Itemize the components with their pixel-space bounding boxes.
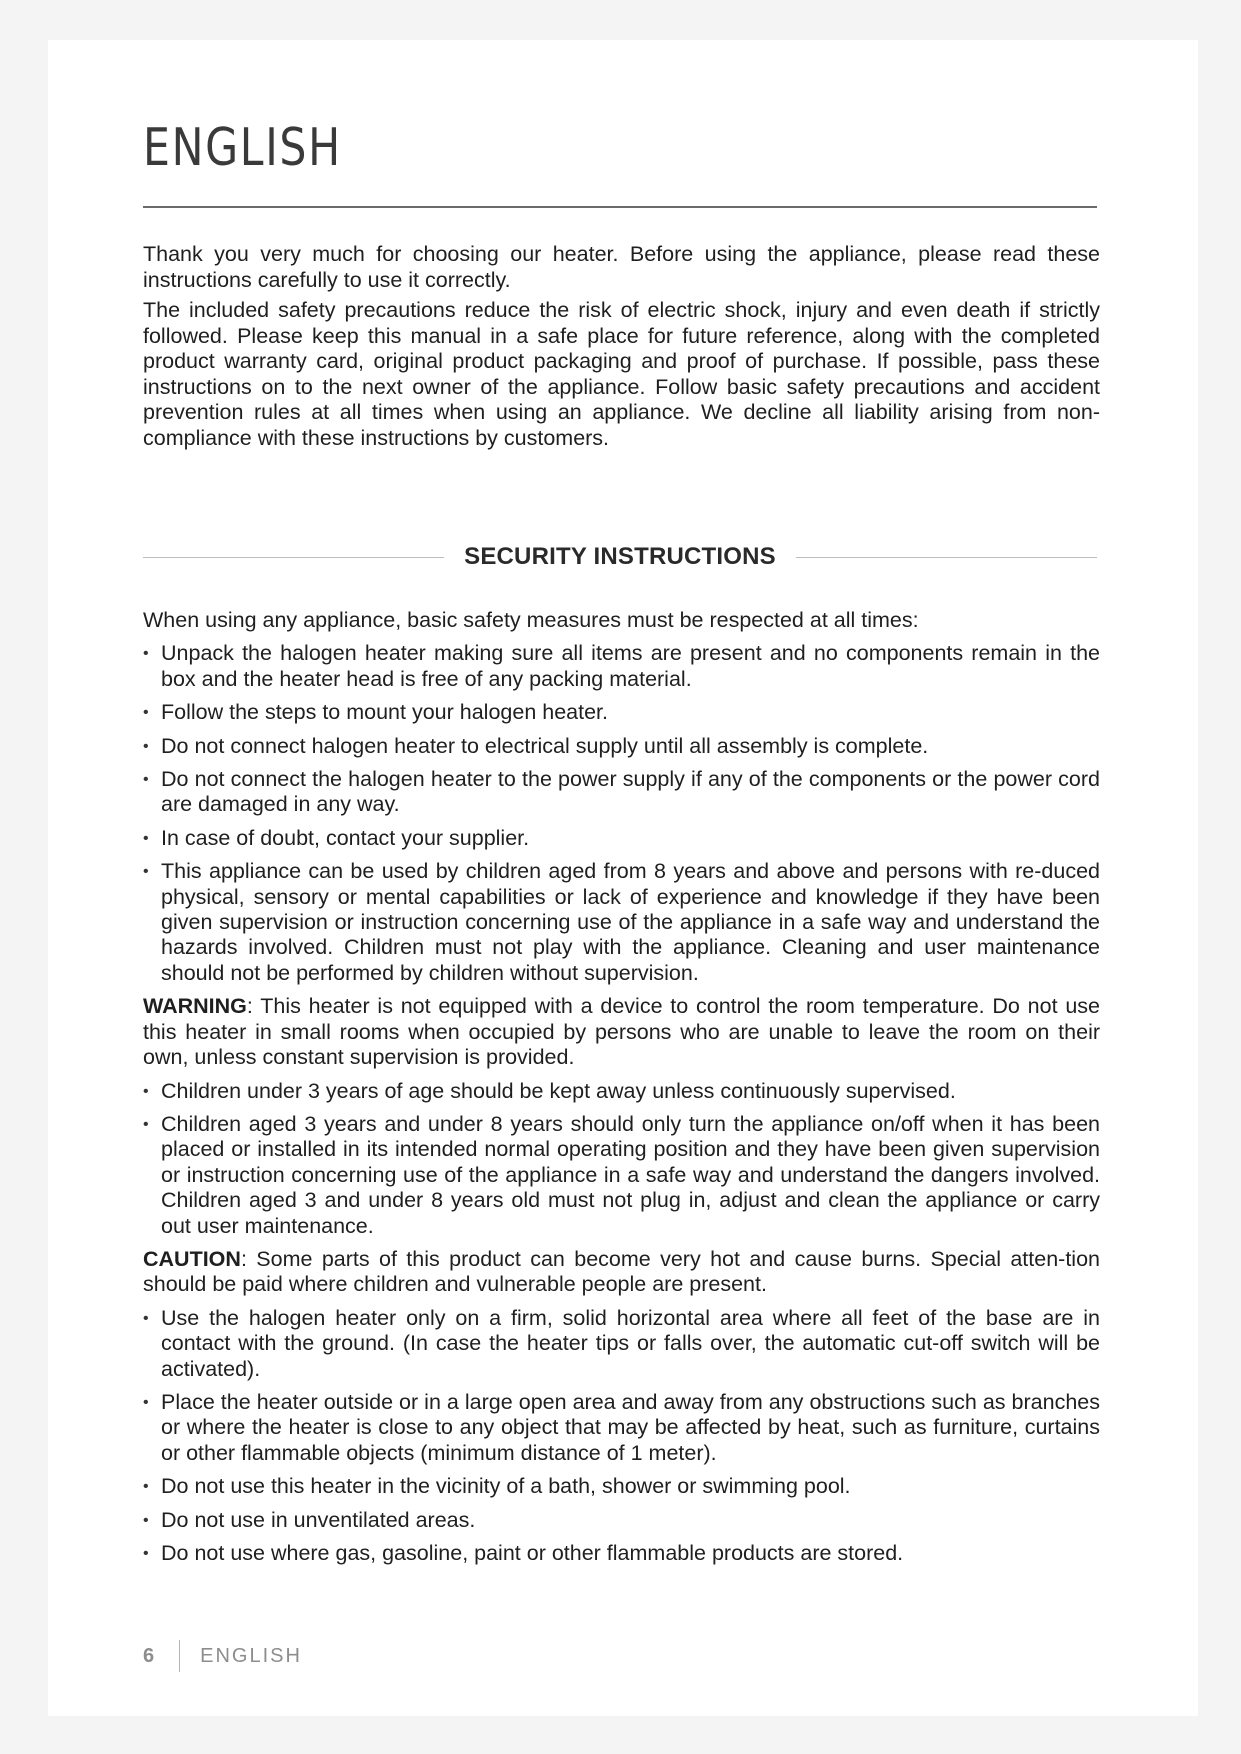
heading-rule-right <box>796 557 1097 558</box>
section-heading <box>143 542 1097 572</box>
warning-text: : This heater is not equipped with a device to control the room temperature. Do not use this heater in small rooms when occupied by persons who are unable to leave the room on their own, unless constant supervision is provided. <box>143 994 1100 1070</box>
intro-text <box>143 242 1100 456</box>
title-divider <box>143 206 1097 208</box>
list-item: • Children aged 3 years and under 8 years should only turn the appliance on/off when it has been placed or installed in its intended normal operating position and they have been given supervision or instruction concerning use of the appliance in a safe way and understand the dangers involved. Children aged 3 and under 8 years old must not plug in, adjust and clean the appliance or carry out user maintenance. <box>143 1112 1100 1239</box>
list-item: • Do not use where gas, gasoline, paint or other flammable products are stored. <box>143 1541 1100 1566</box>
list-item: • In case of doubt, contact your supplier. <box>143 826 1100 851</box>
footer-language: ENGLISH <box>200 1644 302 1667</box>
list-item: • Unpack the halogen heater making sure all items are present and no components remain in the box and the heater head is free of any packing material. <box>143 641 1100 692</box>
bullet-list <box>143 1306 1100 1567</box>
list-item: • Follow the steps to mount your halogen heater. <box>143 700 1100 725</box>
caution-label: CAUTION <box>143 1246 241 1271</box>
list-item: • Do not connect the halogen heater to the power supply if any of the components or the power cord are damaged in any way. <box>143 767 1100 818</box>
bullet-list <box>143 1079 1100 1239</box>
footer-separator <box>179 1640 180 1672</box>
list-item: • Do not use in unventilated areas. <box>143 1508 1100 1533</box>
page-number: 6 <box>143 1644 155 1667</box>
caution-notice <box>143 1247 1100 1298</box>
bullet-list <box>143 641 1100 986</box>
list-item: • Children under 3 years of age should be kept away unless continuously supervised. <box>143 1079 1100 1104</box>
warning-label: WARNING <box>143 994 247 1019</box>
section-lead: When using any appliance, basic safety measures must be respected at all times: <box>143 608 919 632</box>
list-item: • Do not connect halogen heater to electrical supply until all assembly is complete. <box>143 734 1100 759</box>
caution-text: : Some parts of this product can become very hot and cause burns. Special atten-tion should be paid where children and vulnerable people are present. <box>143 1246 1100 1297</box>
warning-notice <box>143 994 1100 1070</box>
list-item: • Place the heater outside or in a large open area and away from any obstructions such as branches or where the heater is close to any object that may be affected by heat, such as furniture, curtains or other flammable objects (minimum distance of 1 meter). <box>143 1390 1100 1466</box>
page-footer <box>143 1640 302 1672</box>
list-item: • Do not use this heater in the vicinity of a bath, shower or swimming pool. <box>143 1474 1100 1499</box>
safety-instructions <box>143 608 1100 1574</box>
list-item: • This appliance can be used by children aged from 8 years and above and persons with re-duced physical, sensory or mental capabilities or lack of experience and knowledge if they have been given supervision or instruction concerning use of the appliance in a safe way and understand the hazards involved. Children must not play with the appliance. Cleaning and user maintenance should not be performed by children without supervision. <box>143 859 1100 986</box>
intro-paragraph: The included safety precautions reduce the risk of electric shock, injury and even death if strictly followed. Please keep this manual in a safe place for future reference, along with the completed product warranty card, original product packaging and proof of purchase. If possible, pass these instructions on to the next owner of the appliance. Follow basic safety precautions and accident prevention rules at all times when using an appliance. We decline all liability arising from non-compliance with these instructions by customers. <box>143 298 1100 450</box>
heading-rule-left <box>143 557 444 558</box>
section-heading-label: SECURITY INSTRUCTIONS <box>464 543 776 570</box>
page-title: ENGLISH <box>143 118 342 178</box>
intro-paragraph: Thank you very much for choosing our heater. Before using the appliance, please read these instructions carefully to use it correctly. <box>143 242 1100 292</box>
list-item: • Use the halogen heater only on a firm, solid horizontal area where all feet of the base are in contact with the ground. (In case the heater tips or falls over, the automatic cut-off switch will be activated). <box>143 1306 1100 1382</box>
